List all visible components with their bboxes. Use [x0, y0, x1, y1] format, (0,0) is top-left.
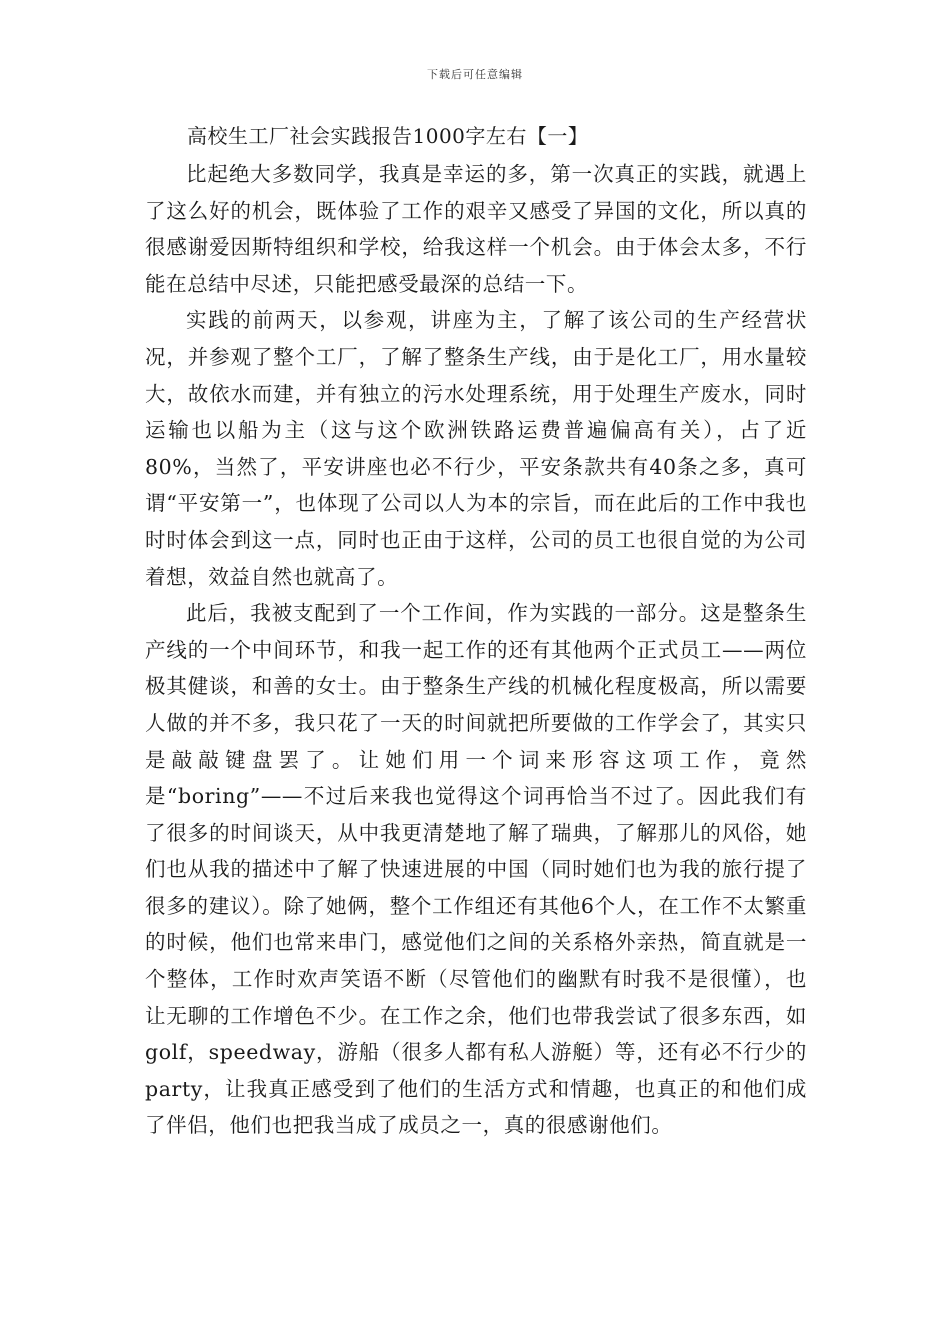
document-body: [145, 117, 807, 1144]
paragraph-2: 实践的前两天，以参观，讲座为主，了解了该公司的生产经营状况，并参观了整个工厂，了解了整条生产线，由于是化工厂，用水量较大，故依水而建，并有独立的污水处理系统，用于处理生产废水，同时运输也以船为主（这与这个欧洲铁路运费普遍偏高有关），占了近80%，当然了，平安讲座也必不行少，平安条款共有40条之多，真可谓“平安第一”，也体现了公司以人为本的宗旨，而在此后的工作中我也时时体会到这一点，同时也正由于这样，公司的员工也很自觉的为公司着想，效益自然也就高了。: [145, 308, 807, 589]
paragraph-3: 此后，我被支配到了一个工作间，作为实践的一部分。这是整条生产线的一个中间环节，和我一起工作的还有其他两个正式员工——两位极其健谈，和善的女士。由于整条生产线的机械化程度极高，所以需要人做的并不多，我只花了一天的时间就把所要做的工作学会了，其实只是敲敲键盘罢了。让她们用一个词来形容这项工作，竟然是“boring”——不过后来我也觉得这个词再恰当不过了。因此我们有了很多的时间谈天，从中我更清楚地了解了瑞典，了解那儿的风俗，她们也从我的描述中了解了快速进展的中国（同时她们也为我的旅行提了很多的建议）。除了她俩，整个工作组还有其他6个人，在工作不太繁重的时候，他们也常来串门，感觉他们之间的关系格外亲热，简直就是一个整体，工作时欢声笑语不断（尽管他们的幽默有时我不是很懂），也让无聊的工作增色不少。在工作之余，他们也带我尝试了很多东西，如golf，speedway，游船（很多人都有私人游艇）等，还有必不行少的party，让我真正感受到了他们的生活方式和情趣，也真正的和他们成了伴侣，他们也把我当成了成员之一，真的很感谢他们。: [145, 601, 807, 1138]
document-title: 高校生工厂社会实践报告1000字左右【一】: [187, 124, 589, 148]
paragraph-1: 比起绝大多数同学，我真是幸运的多，第一次真正的实践，就遇上了这么好的机会，既体验了工作的艰辛又感受了异国的文化，所以真的很感谢爱因斯特组织和学校，给我这样一个机会。由于体会太多，不行能在总结中尽述，只能把感受最深的总结一下。: [145, 162, 807, 296]
header-note: 下载后可任意编辑: [427, 68, 523, 81]
